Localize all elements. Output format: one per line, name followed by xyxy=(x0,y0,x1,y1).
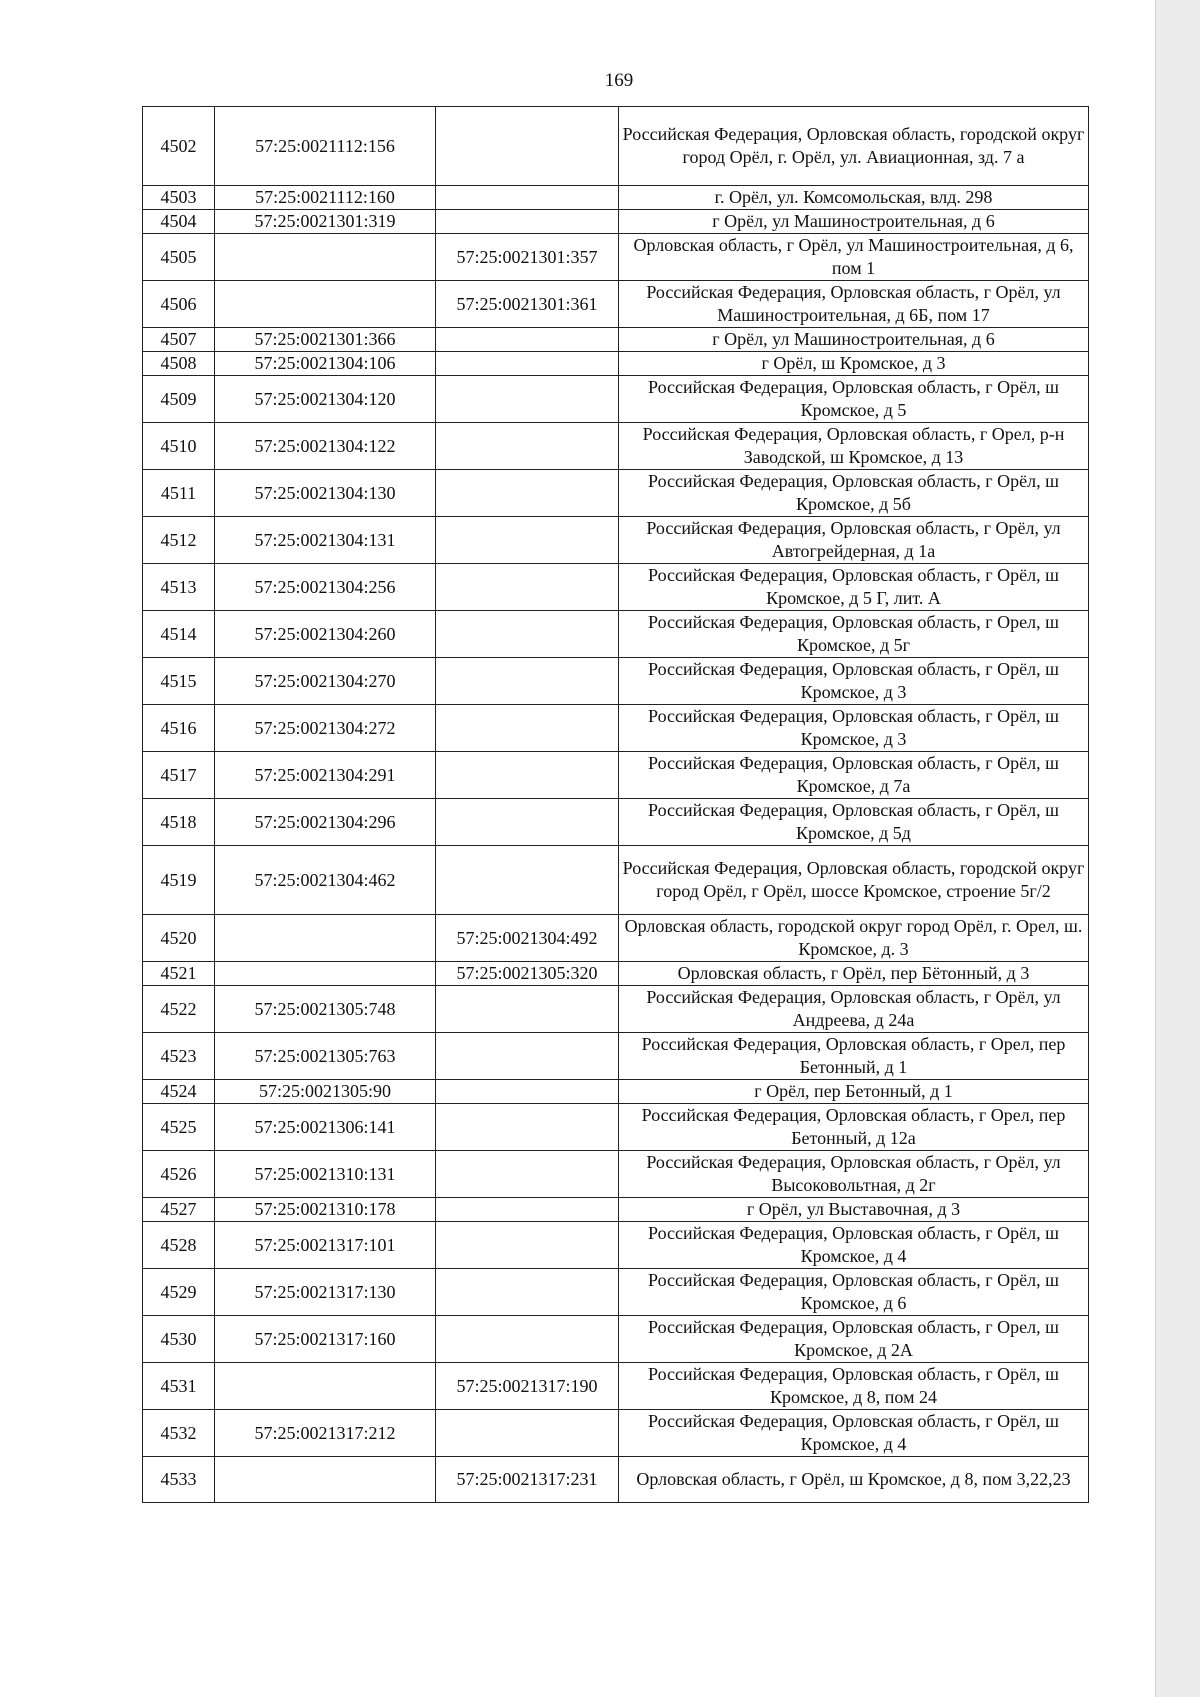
table-row xyxy=(143,1363,1089,1410)
cadastral-number-secondary-cell xyxy=(436,799,619,846)
table-row xyxy=(143,352,1089,376)
row-number-cell: 4512 xyxy=(143,517,215,564)
scan-page-edge xyxy=(1155,0,1200,1697)
cadastral-number-secondary-cell xyxy=(436,1033,619,1080)
cadastral-number-secondary-cell xyxy=(436,1269,619,1316)
address-cell: Российская Федерация, Орловская область, г Орел, пер Бетонный, д 1 xyxy=(619,1033,1089,1080)
table-row xyxy=(143,1222,1089,1269)
row-number-cell: 4517 xyxy=(143,752,215,799)
row-number-cell: 4505 xyxy=(143,234,215,281)
cadastral-number-cell: 57:25:0021304:122 xyxy=(215,423,436,470)
cadastral-number-secondary-cell xyxy=(436,423,619,470)
address-cell: Российская Федерация, Орловская область, г Орёл, ш Кромское, д 3 xyxy=(619,705,1089,752)
cadastral-number-cell: 57:25:0021304:120 xyxy=(215,376,436,423)
address-cell: Российская Федерация, Орловская область, городской округ город Орёл, г. Орёл, ул. Авиационная, зд. 7 а xyxy=(619,107,1089,186)
cadastral-number-cell: 57:25:0021317:212 xyxy=(215,1410,436,1457)
cadastral-number-secondary-cell: 57:25:0021317:190 xyxy=(436,1363,619,1410)
cadastral-number-secondary-cell xyxy=(436,986,619,1033)
cadastral-number-secondary-cell xyxy=(436,352,619,376)
table-row xyxy=(143,1033,1089,1080)
row-number-cell: 4509 xyxy=(143,376,215,423)
cadastral-number-cell: 57:25:0021304:272 xyxy=(215,705,436,752)
row-number-cell: 4502 xyxy=(143,107,215,186)
registry-table-body xyxy=(143,107,1089,1503)
cadastral-number-cell: 57:25:0021304:260 xyxy=(215,611,436,658)
cadastral-number-cell xyxy=(215,234,436,281)
cadastral-number-cell: 57:25:0021305:90 xyxy=(215,1080,436,1104)
cadastral-number-cell: 57:25:0021304:131 xyxy=(215,517,436,564)
cadastral-number-cell: 57:25:0021304:296 xyxy=(215,799,436,846)
address-cell: Российская Федерация, Орловская область, г Орёл, ш Кромское, д 3 xyxy=(619,658,1089,705)
table-row xyxy=(143,281,1089,328)
row-number-cell: 4531 xyxy=(143,1363,215,1410)
address-cell: Российская Федерация, Орловская область, г Орёл, ш Кромское, д 5б xyxy=(619,470,1089,517)
cadastral-number-cell: 57:25:0021112:156 xyxy=(215,107,436,186)
cadastral-number-secondary-cell xyxy=(436,1151,619,1198)
cadastral-number-cell: 57:25:0021301:366 xyxy=(215,328,436,352)
cadastral-number-cell: 57:25:0021317:160 xyxy=(215,1316,436,1363)
cadastral-number-cell: 57:25:0021317:101 xyxy=(215,1222,436,1269)
row-number-cell: 4520 xyxy=(143,915,215,962)
cadastral-number-secondary-cell xyxy=(436,376,619,423)
cadastral-number-cell: 57:25:0021305:763 xyxy=(215,1033,436,1080)
address-cell: г Орёл, ул Машиностроительная, д 6 xyxy=(619,210,1089,234)
address-cell: г. Орёл, ул. Комсомольская, влд. 298 xyxy=(619,186,1089,210)
cadastral-number-secondary-cell xyxy=(436,107,619,186)
row-number-cell: 4508 xyxy=(143,352,215,376)
table-row xyxy=(143,186,1089,210)
row-number-cell: 4532 xyxy=(143,1410,215,1457)
table-row xyxy=(143,705,1089,752)
table-row xyxy=(143,1457,1089,1503)
row-number-cell: 4503 xyxy=(143,186,215,210)
address-cell: Российская Федерация, Орловская область, г Орёл, ул Машиностроительная, д 6Б, пом 17 xyxy=(619,281,1089,328)
row-number-cell: 4519 xyxy=(143,846,215,915)
row-number-cell: 4504 xyxy=(143,210,215,234)
table-row xyxy=(143,752,1089,799)
table-row xyxy=(143,799,1089,846)
cadastral-number-secondary-cell xyxy=(436,328,619,352)
row-number-cell: 4507 xyxy=(143,328,215,352)
table-row xyxy=(143,376,1089,423)
row-number-cell: 4522 xyxy=(143,986,215,1033)
row-number-cell: 4518 xyxy=(143,799,215,846)
address-cell: Российская Федерация, Орловская область, г Орёл, ш Кромское, д 5 Г, лит. А xyxy=(619,564,1089,611)
table-row xyxy=(143,1104,1089,1151)
cadastral-number-secondary-cell xyxy=(436,705,619,752)
cadastral-number-cell: 57:25:0021304:256 xyxy=(215,564,436,611)
cadastral-number-cell: 57:25:0021304:106 xyxy=(215,352,436,376)
cadastral-number-secondary-cell xyxy=(436,752,619,799)
cadastral-number-secondary-cell xyxy=(436,470,619,517)
page-number: 169 xyxy=(604,70,634,91)
address-cell: Орловская область, городской округ город Орёл, г. Орел, ш. Кромское, д. 3 xyxy=(619,915,1089,962)
row-number-cell: 4515 xyxy=(143,658,215,705)
address-cell: Орловская область, г Орёл, ул Машиностроительная, д 6, пом 1 xyxy=(619,234,1089,281)
row-number-cell: 4523 xyxy=(143,1033,215,1080)
cadastral-number-cell: 57:25:0021301:319 xyxy=(215,210,436,234)
table-row xyxy=(143,328,1089,352)
table-row xyxy=(143,234,1089,281)
cadastral-number-cell: 57:25:0021310:131 xyxy=(215,1151,436,1198)
table-row xyxy=(143,470,1089,517)
table-row xyxy=(143,986,1089,1033)
address-cell: Российская Федерация, Орловская область, г Орёл, ул Андреева, д 24а xyxy=(619,986,1089,1033)
table-row xyxy=(143,1269,1089,1316)
row-number-cell: 4524 xyxy=(143,1080,215,1104)
address-cell: Российская Федерация, Орловская область, г Орел, ш Кромское, д 2А xyxy=(619,1316,1089,1363)
row-number-cell: 4506 xyxy=(143,281,215,328)
address-cell: Российская Федерация, Орловская область, г Орёл, ш Кромское, д 8, пом 24 xyxy=(619,1363,1089,1410)
cadastral-number-secondary-cell xyxy=(436,1080,619,1104)
cadastral-number-cell: 57:25:0021304:130 xyxy=(215,470,436,517)
row-number-cell: 4516 xyxy=(143,705,215,752)
row-number-cell: 4533 xyxy=(143,1457,215,1503)
table-row xyxy=(143,564,1089,611)
registry-table xyxy=(142,106,1089,1503)
cadastral-number-secondary-cell xyxy=(436,1222,619,1269)
address-cell: г Орёл, пер Бетонный, д 1 xyxy=(619,1080,1089,1104)
address-cell: Российская Федерация, Орловская область, г Орел, р-н Заводской, ш Кромское, д 13 xyxy=(619,423,1089,470)
address-cell: г Орёл, ул Выставочная, д 3 xyxy=(619,1198,1089,1222)
row-number-cell: 4528 xyxy=(143,1222,215,1269)
table-row xyxy=(143,846,1089,915)
address-cell: г Орёл, ул Машиностроительная, д 6 xyxy=(619,328,1089,352)
cadastral-number-secondary-cell xyxy=(436,1410,619,1457)
address-cell: Российская Федерация, Орловская область, г Орёл, ул Автогрейдерная, д 1а xyxy=(619,517,1089,564)
cadastral-number-secondary-cell xyxy=(436,611,619,658)
cadastral-number-secondary-cell xyxy=(436,517,619,564)
cadastral-number-cell xyxy=(215,915,436,962)
row-number-cell: 4521 xyxy=(143,962,215,986)
row-number-cell: 4526 xyxy=(143,1151,215,1198)
table-row xyxy=(143,962,1089,986)
cadastral-number-secondary-cell xyxy=(436,1198,619,1222)
address-cell: Орловская область, г Орёл, ш Кромское, д 8, пом 3,22,23 xyxy=(619,1457,1089,1503)
row-number-cell: 4530 xyxy=(143,1316,215,1363)
address-cell: Российская Федерация, Орловская область, г Орёл, ш Кромское, д 5 xyxy=(619,376,1089,423)
address-cell: Российская Федерация, Орловская область, г Орёл, ш Кромское, д 4 xyxy=(619,1410,1089,1457)
cadastral-number-secondary-cell xyxy=(436,658,619,705)
address-cell: Российская Федерация, Орловская область, г Орёл, ул Высоковольтная, д 2г xyxy=(619,1151,1089,1198)
address-cell: Российская Федерация, Орловская область, г Орел, пер Бетонный, д 12а xyxy=(619,1104,1089,1151)
address-cell: Российская Федерация, Орловская область, городской округ город Орёл, г Орёл, шоссе Кромское, строение 5г/2 xyxy=(619,846,1089,915)
table-row xyxy=(143,1316,1089,1363)
cadastral-number-secondary-cell xyxy=(436,1104,619,1151)
row-number-cell: 4525 xyxy=(143,1104,215,1151)
table-row xyxy=(143,107,1089,186)
cadastral-number-cell: 57:25:0021304:462 xyxy=(215,846,436,915)
address-cell: Российская Федерация, Орловская область, г Орёл, ш Кромское, д 7а xyxy=(619,752,1089,799)
cadastral-number-cell: 57:25:0021317:130 xyxy=(215,1269,436,1316)
cadastral-number-cell xyxy=(215,1363,436,1410)
address-cell: Российская Федерация, Орловская область, г Орел, ш Кромское, д 5г xyxy=(619,611,1089,658)
cadastral-number-secondary-cell xyxy=(436,846,619,915)
row-number-cell: 4510 xyxy=(143,423,215,470)
cadastral-number-cell xyxy=(215,281,436,328)
address-cell: Российская Федерация, Орловская область, г Орёл, ш Кромское, д 5д xyxy=(619,799,1089,846)
row-number-cell: 4513 xyxy=(143,564,215,611)
cadastral-number-secondary-cell: 57:25:0021305:320 xyxy=(436,962,619,986)
cadastral-number-cell xyxy=(215,962,436,986)
table-row xyxy=(143,915,1089,962)
cadastral-number-cell: 57:25:0021304:291 xyxy=(215,752,436,799)
cadastral-number-secondary-cell: 57:25:0021304:492 xyxy=(436,915,619,962)
table-row xyxy=(143,611,1089,658)
table-row xyxy=(143,210,1089,234)
cadastral-number-secondary-cell xyxy=(436,564,619,611)
cadastral-number-cell: 57:25:0021304:270 xyxy=(215,658,436,705)
cadastral-number-secondary-cell: 57:25:0021317:231 xyxy=(436,1457,619,1503)
cadastral-number-secondary-cell xyxy=(436,186,619,210)
cadastral-number-cell xyxy=(215,1457,436,1503)
row-number-cell: 4511 xyxy=(143,470,215,517)
table-row xyxy=(143,1198,1089,1222)
table-row xyxy=(143,1410,1089,1457)
address-cell: Российская Федерация, Орловская область, г Орёл, ш Кромское, д 4 xyxy=(619,1222,1089,1269)
table-row xyxy=(143,517,1089,564)
address-cell: г Орёл, ш Кромское, д 3 xyxy=(619,352,1089,376)
cadastral-number-cell: 57:25:0021310:178 xyxy=(215,1198,436,1222)
address-cell: Российская Федерация, Орловская область, г Орёл, ш Кромское, д 6 xyxy=(619,1269,1089,1316)
row-number-cell: 4527 xyxy=(143,1198,215,1222)
row-number-cell: 4514 xyxy=(143,611,215,658)
cadastral-number-secondary-cell xyxy=(436,1316,619,1363)
cadastral-number-secondary-cell xyxy=(436,210,619,234)
cadastral-number-cell: 57:25:0021305:748 xyxy=(215,986,436,1033)
row-number-cell: 4529 xyxy=(143,1269,215,1316)
cadastral-number-secondary-cell: 57:25:0021301:361 xyxy=(436,281,619,328)
cadastral-number-cell: 57:25:0021112:160 xyxy=(215,186,436,210)
cadastral-number-secondary-cell: 57:25:0021301:357 xyxy=(436,234,619,281)
cadastral-number-cell: 57:25:0021306:141 xyxy=(215,1104,436,1151)
table-row xyxy=(143,1080,1089,1104)
table-row xyxy=(143,658,1089,705)
table-row xyxy=(143,1151,1089,1198)
table-row xyxy=(143,423,1089,470)
address-cell: Орловская область, г Орёл, пер Бётонный, д 3 xyxy=(619,962,1089,986)
